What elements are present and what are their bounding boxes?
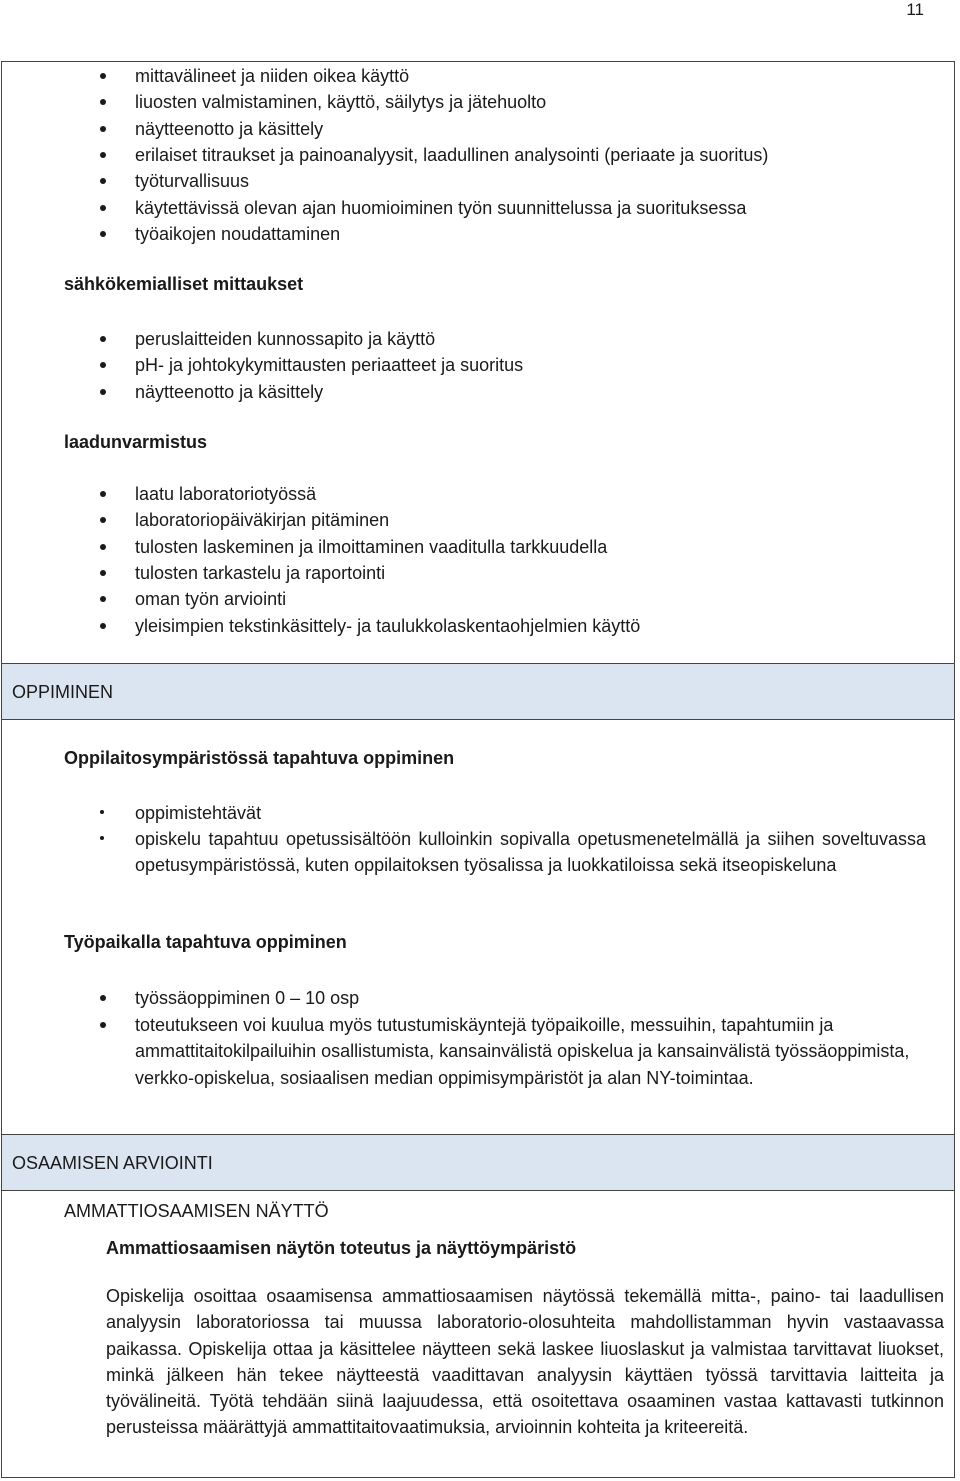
bullet-icon: [100, 362, 106, 368]
list-item-text: oppimistehtävät: [135, 803, 262, 823]
section-band-oppiminen: [2, 663, 954, 720]
list-item-text: tulosten laskeminen ja ilmoittaminen vaaditulla tarkkuudella: [135, 537, 608, 557]
list-item: [2, 195, 954, 221]
list-item-text: pH- ja johtokykymittausten periaatteet ja suoritus: [135, 355, 524, 375]
list-item-text: peruslaitteiden kunnossapito ja käyttö: [135, 329, 436, 349]
bullet-icon: [100, 205, 106, 211]
bullet-icon: [100, 810, 104, 814]
list-item: [2, 1012, 940, 1091]
band-title: OPPIMINEN: [12, 682, 114, 702]
section-band-arviointi: [2, 1134, 954, 1191]
list-item: [2, 560, 954, 586]
list-item-text: laatu laboratoriotyössä: [135, 484, 317, 504]
list-item-text: työssäoppiminen 0 – 10 osp: [135, 988, 360, 1008]
list-item: [2, 826, 940, 879]
band-title: OSAAMISEN ARVIOINTI: [12, 1153, 213, 1173]
list-item: [2, 352, 954, 378]
bullet-icon: [100, 491, 106, 497]
list-item-text: oman työn arviointi: [135, 589, 287, 609]
list-item: [2, 985, 954, 1011]
list-item: [2, 142, 954, 168]
list-item: [2, 613, 954, 639]
bullet-icon: [100, 1022, 106, 1028]
subsection-heading: Ammattiosaamisen näytön toteutus ja näyttöympäristö: [106, 1238, 577, 1258]
list-item-text: työturvallisuus: [135, 171, 250, 191]
list-item: [2, 534, 954, 560]
bullet-icon: [100, 178, 106, 184]
list-item-text: yleisimpien tekstinkäsittely- ja taulukkolaskentaohjelmien käyttö: [135, 616, 641, 636]
list-item: [2, 89, 954, 115]
bullet-icon: [100, 570, 106, 576]
bullet-icon: [100, 836, 104, 840]
list-item: [2, 507, 954, 533]
list-item-text: opiskelu tapahtuu opetussisältöön kulloinkin sopivalla opetusmenetelmällä ja siihen soveltuvassa opetusympäristössä, kuten oppilaitoksen työsalissa ja luokkatiloissa sekä itseopiskeluna: [135, 829, 926, 876]
list-item: [2, 586, 954, 612]
section-heading: sähkökemialliset mittaukset: [64, 274, 304, 294]
list-item: [2, 116, 954, 142]
bullet-icon: [100, 336, 106, 342]
bullet-icon: [100, 517, 106, 523]
list-item: [2, 326, 954, 352]
list-item-text: näytteenotto ja käsittely: [135, 382, 324, 402]
bullet-icon: [100, 596, 106, 602]
list-item-text: erilaiset titraukset ja painoanalyysit, laadullinen analysointi (periaate ja suoritus): [135, 145, 769, 165]
section-heading: Työpaikalla tapahtuva oppiminen: [64, 932, 347, 952]
section-heading: AMMATTIOSAAMISEN NÄYTTÖ: [64, 1201, 329, 1221]
bullet-icon: [100, 544, 106, 550]
bullet-icon: [100, 231, 106, 237]
bullet-icon: [100, 995, 106, 1001]
list-item: [2, 168, 954, 194]
list-item-text: työaikojen noudattaminen: [135, 224, 341, 244]
list-item: [2, 379, 954, 405]
bullet-icon: [100, 623, 106, 629]
bullet-icon: [100, 126, 106, 132]
list-item-text: tulosten tarkastelu ja raportointi: [135, 563, 386, 583]
list-item: [2, 481, 954, 507]
list-item: [2, 221, 954, 247]
body-paragraph: Opiskelija osoittaa osaamisensa ammattiosaamisen näytössä tekemällä mitta-, paino- tai laadullisen analyysin laboratoriossa tai muussa laboratorio-olosuhteita mahdollistamman hyvin vastaavassa paikassa. Opiskelija ottaa ja käsittelee näytteen sekä laskee liuoslaskut ja valmistaa tarvittavat liuokset, minkä jälkeen hän tekee näytteestä vaadittavan analyysin käyttäen työssä tarvittavia laitteita ja työvälineitä. Työtä tehdään siinä laajuudessa, että osoitettava osaaminen vastaa kattavasti tutkinnon perusteissa määrättyjä ammattitaitovaatimuksia, arvioinnin kohteita ja kriteereitä.: [106, 1286, 944, 1438]
list-item-text: laboratoriopäiväkirjan pitäminen: [135, 510, 390, 530]
list-item: [2, 800, 954, 826]
list-item-text: mittavälineet ja niiden oikea käyttö: [135, 66, 410, 86]
content-frame: [1, 61, 955, 1478]
list-item: [2, 63, 954, 89]
section-heading: laadunvarmistus: [64, 432, 208, 452]
list-item-text: käytettävissä olevan ajan huomioiminen työn suunnittelussa ja suorituksessa: [135, 198, 747, 218]
list-item-text: toteutukseen voi kuulua myös tutustumiskäyntejä työpaikoille, messuihin, tapahtumiin ja ammattitaitokilpailuihin osallistumista, kansainvälistä opiskelua ja kansainvälistä työssäoppimista, verkko-opiskelua, sosiaalisen median oppimisympäristöt ja alan NY-toimintaa.: [135, 1015, 910, 1088]
bullet-icon: [100, 389, 106, 395]
bullet-icon: [100, 152, 106, 158]
bullet-icon: [100, 99, 106, 105]
page-number: 11: [906, 0, 924, 19]
section-heading: Oppilaitosympäristössä tapahtuva oppiminen: [64, 748, 455, 768]
bullet-icon: [100, 73, 106, 79]
list-item-text: näytteenotto ja käsittely: [135, 119, 324, 139]
list-item-text: liuosten valmistaminen, käyttö, säilytys ja jätehuolto: [135, 92, 547, 112]
